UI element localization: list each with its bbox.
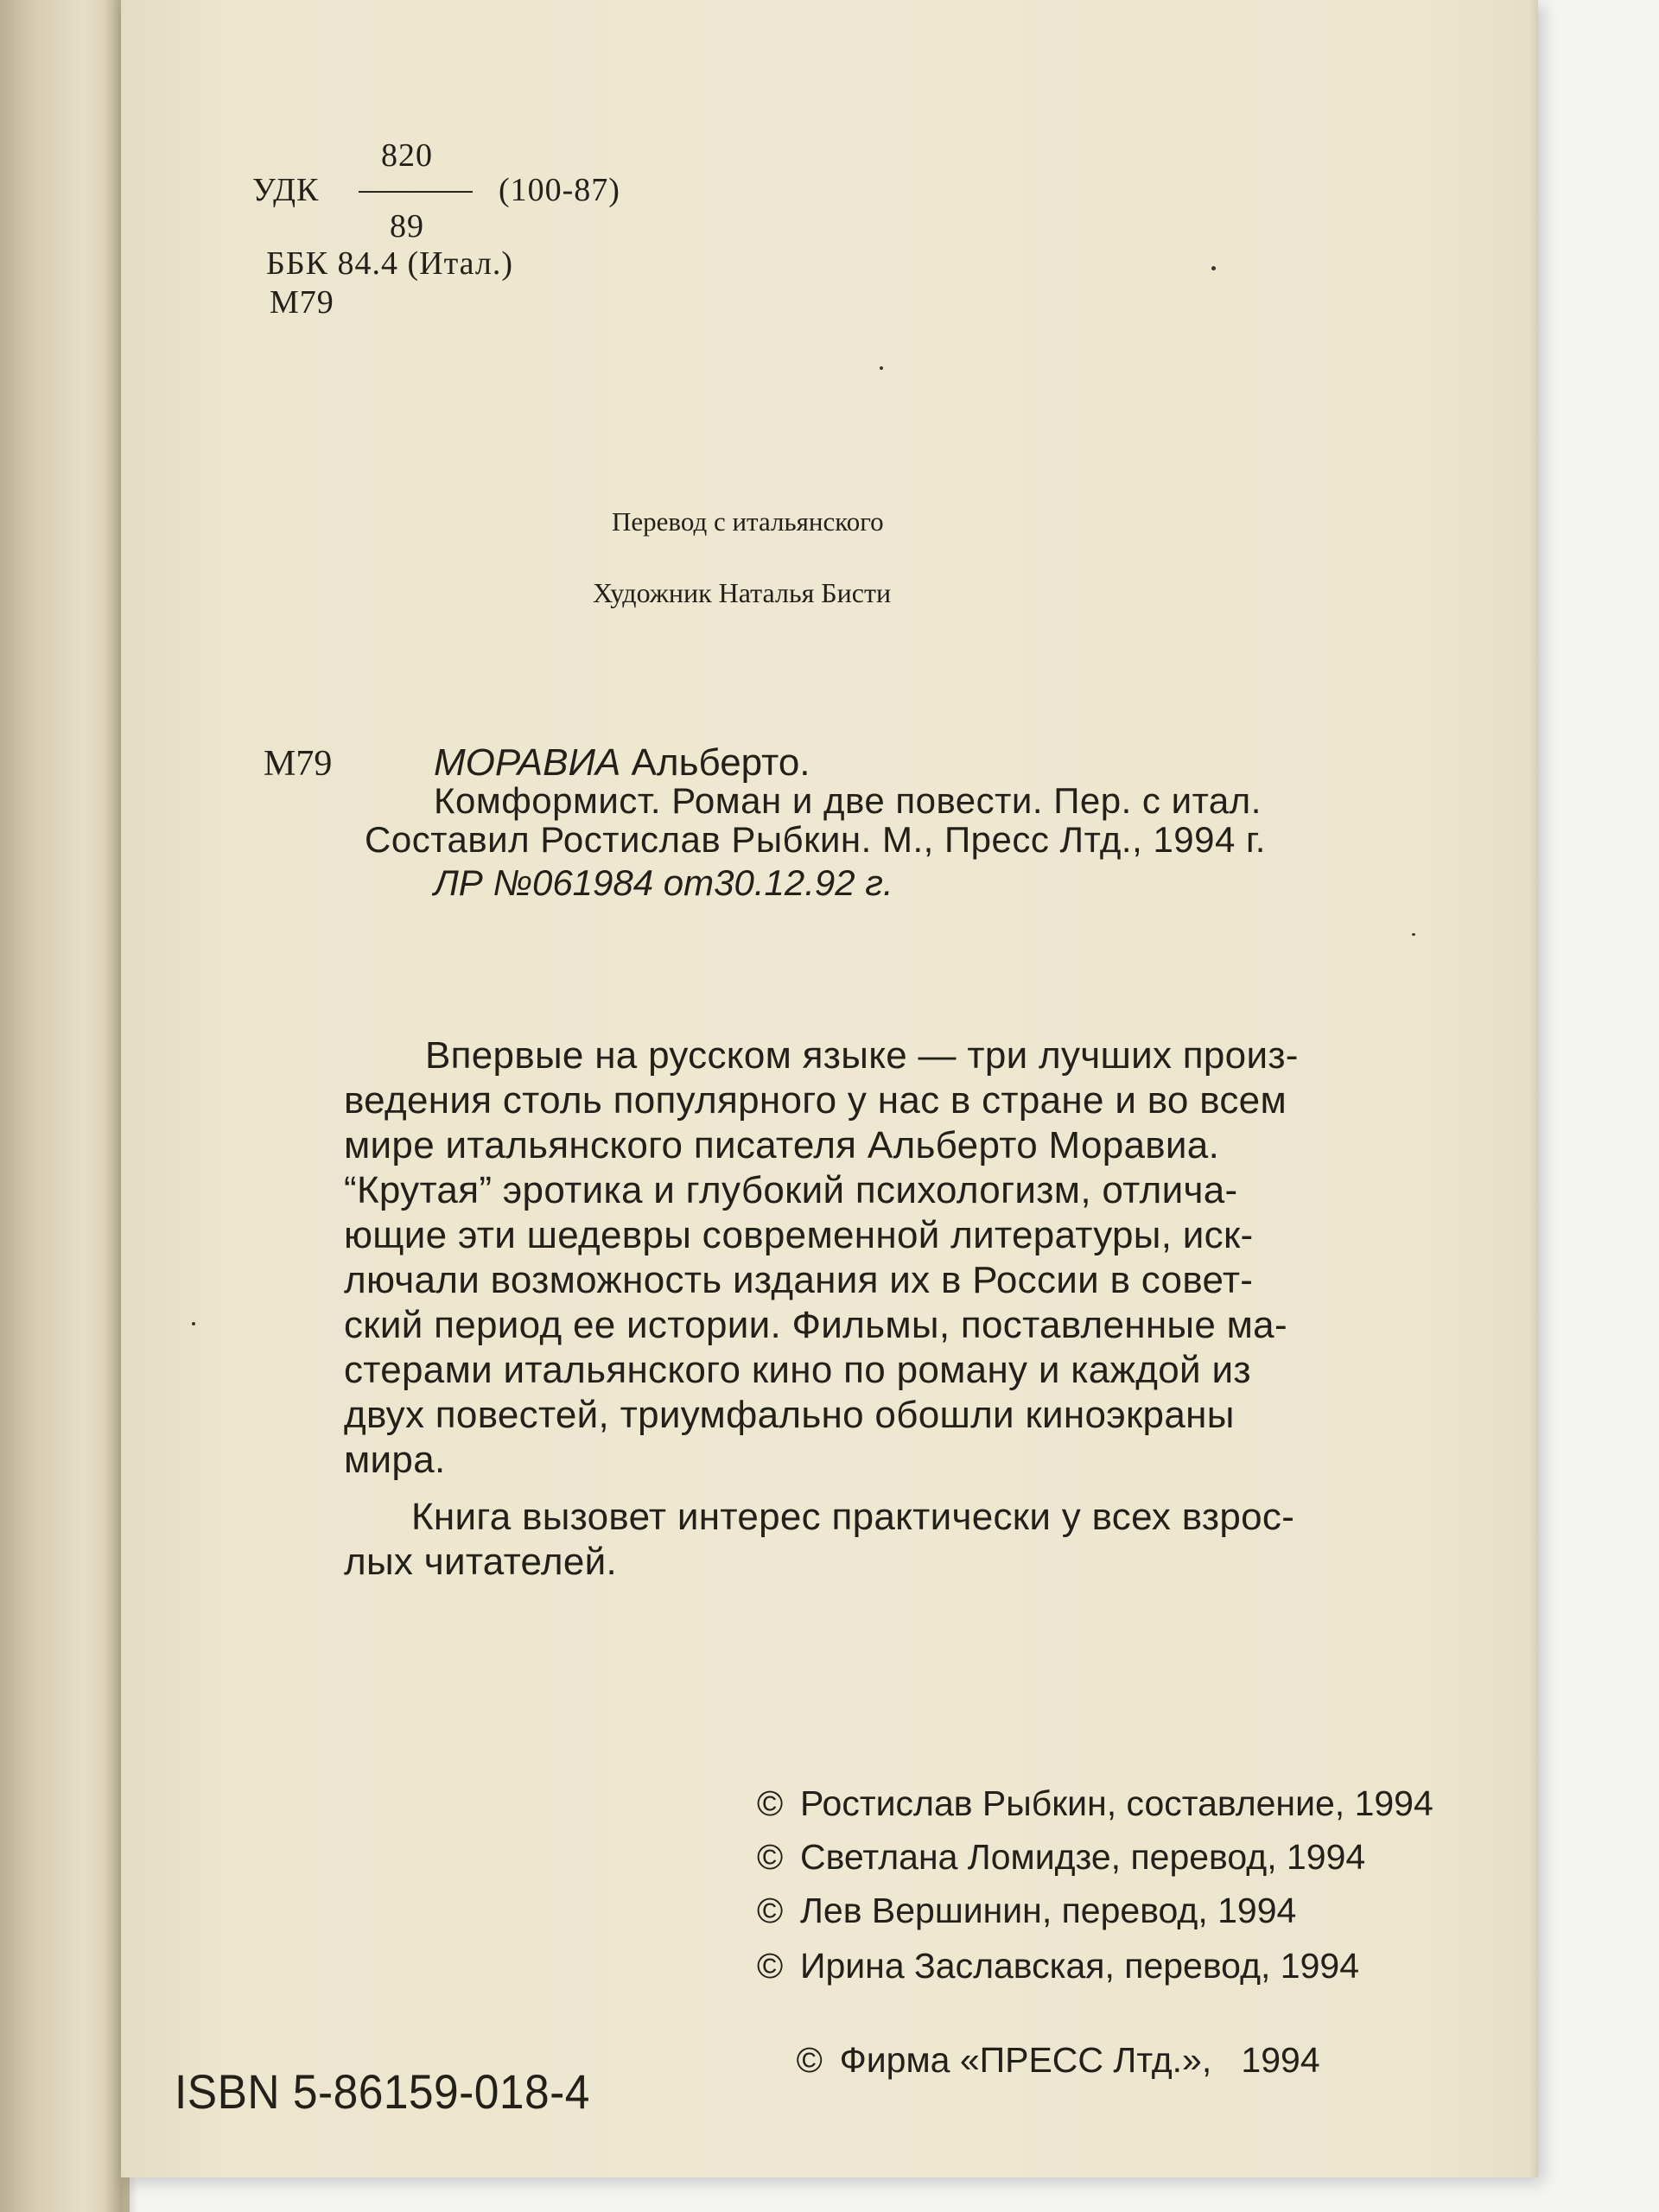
copyright-text: Светлана Ломидзе, перевод, 1994	[800, 1837, 1366, 1877]
udk-fraction-bar	[359, 191, 473, 193]
entry-title-line: Комформист. Роман и две повести. Пер. с итал.	[434, 780, 1262, 821]
copyright-row	[757, 1783, 1433, 1824]
copyright-icon: ©	[757, 1783, 784, 1823]
copyright-row	[757, 1946, 1359, 1986]
copyright-icon: ©	[757, 1946, 784, 1986]
copyright-row	[757, 1999, 1320, 2121]
annotation-line: ющие эти шедевры современной литературы, иск-	[344, 1214, 1254, 1256]
isbn: ISBN 5-86159-018-4	[175, 2064, 590, 2119]
annotation-line: мира.	[344, 1439, 446, 1481]
book-page	[121, 0, 1538, 2177]
entry-author-line	[434, 741, 810, 785]
paper-speck	[1211, 266, 1216, 270]
udk-extra: (100-87)	[499, 172, 620, 208]
udk-denominator: 89	[390, 208, 424, 245]
copyright-text: Ростислав Рыбкин, составление, 1994	[800, 1783, 1433, 1823]
udk-numerator: 820	[381, 137, 433, 174]
copyright-text: Лев Вершинин, перевод, 1994	[800, 1891, 1297, 1930]
entry-publisher-line: Составил Ростислав Рыбкин. М., Пресс Лтд., 1994 г.	[365, 819, 1266, 860]
page-edge-shadow	[1529, 0, 1538, 2177]
author-mark: М79	[270, 284, 334, 321]
bbk-code: ББК 84.4 (Итал.)	[266, 245, 513, 282]
copyright-row	[757, 1891, 1296, 1931]
paper-speck	[192, 1322, 195, 1325]
udk-label: УДК	[252, 172, 320, 208]
annotation-line: лых читателей.	[344, 1541, 618, 1583]
annotation-line: “Крутая” эротика и глубокий психологизм, отлича-	[344, 1169, 1238, 1211]
annotation-line: Впервые на русском языке — три лучших произ-	[425, 1034, 1299, 1077]
copyright-row	[757, 1837, 1365, 1878]
copyright-icon: ©	[757, 1837, 784, 1877]
annotation-line: мире итальянского писателя Альберто Моравиа.	[344, 1124, 1220, 1166]
annotation-line: ведения столь популярного у нас в стране и во всем	[344, 1079, 1287, 1122]
copyright-icon: ©	[757, 1891, 784, 1930]
copyright-icon: ©	[796, 2040, 823, 2080]
copyright-text: Ирина Заславская, перевод, 1994	[800, 1946, 1359, 1986]
annotation-line: Книга вызовет интерес практически у всех взрос-	[411, 1496, 1295, 1538]
annotation-line: ский период ее истории. Фильмы, поставленные ма-	[344, 1304, 1287, 1346]
annotation-line: стерами итальянского кино по роману и каждой из	[344, 1349, 1251, 1391]
annotation-line: двух повестей, триумфально обошли киноэкраны	[344, 1394, 1235, 1436]
paper-speck	[880, 366, 883, 370]
artist-note: Художник Наталья Бисти	[593, 577, 892, 608]
copyright-text: Фирма «ПРЕСС Лтд.», 1994	[839, 2040, 1320, 2080]
entry-license-line: ЛР №061984 от30.12.92 г.	[434, 862, 893, 903]
entry-author: МОРАВИА	[434, 741, 621, 784]
annotation-line: лючали возможность издания их в России в совет-	[344, 1259, 1254, 1301]
entry-author-first: Альберто.	[631, 741, 810, 784]
paper-speck	[1412, 933, 1415, 936]
entry-mark: М79	[264, 744, 333, 784]
translation-note: Перевод с итальянского	[612, 506, 884, 537]
